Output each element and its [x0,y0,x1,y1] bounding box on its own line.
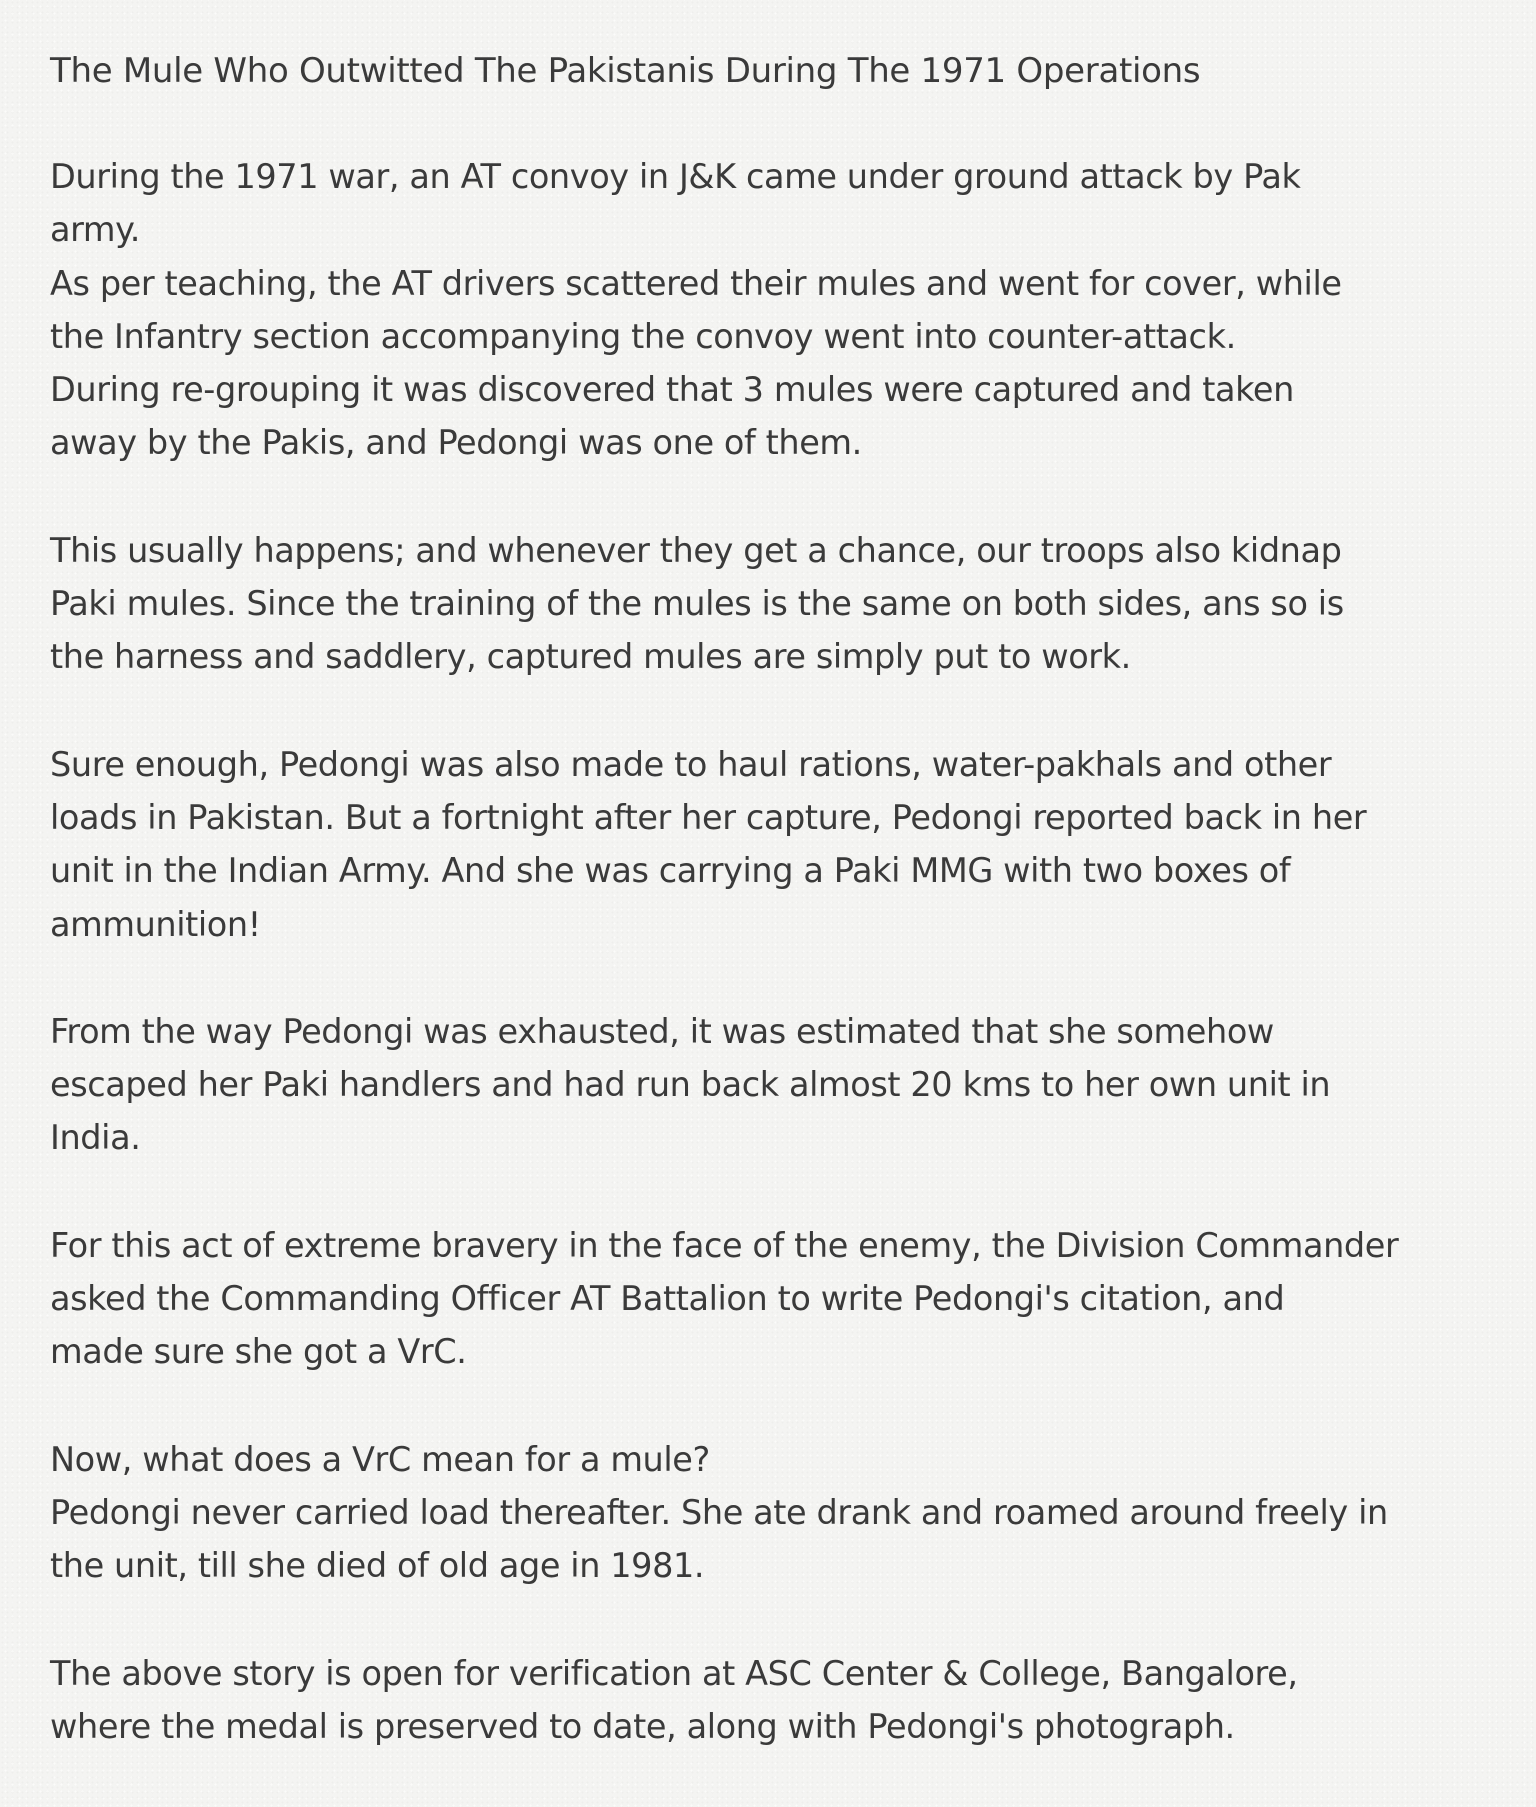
text-line: escaped her Paki handlers and had run back almost 20 kms to her own unit in [50,1065,1331,1105]
note-body [50,44,1500,1807]
paragraph-1 [50,150,1500,470]
text-line: ammunition! [50,904,261,944]
text-line: This usually happens; and whenever they get a chance, our troops also kidnap [50,530,1342,570]
text-line: the harness and saddlery, captured mules are simply put to work. [50,637,1131,677]
paragraph-6 [50,1433,1500,1593]
paragraph-7 [50,1647,1500,1754]
paragraph-4 [50,1005,1500,1165]
note-title: The Mule Who Outwitted The Pakistanis During The 1971 Operations [50,51,1201,91]
text-line: During re-grouping it was discovered that 3 mules were captured and taken [50,370,1294,410]
paragraph-3 [50,738,1500,951]
text-line: During the 1971 war, an AT convoy in J&K came under ground attack by Pak [50,157,1301,196]
text-line: Sure enough, Pedongi was also made to haul rations, water-pakhals and other [50,744,1332,784]
text-line: asked the Commanding Officer AT Battalion to write Pedongi's citation, and [50,1279,1285,1319]
paragraph-2 [50,524,1500,684]
text-line: army. [50,210,141,250]
text-line: India. [50,1118,141,1158]
text-line: The above story is open for verification at ASC Center & College, Bangalore, [50,1653,1298,1693]
text-line: As per teaching, the AT drivers scattered their mules and went for cover, while [50,263,1342,303]
text-line: For this act of extreme bravery in the face of the enemy, the Division Commander [50,1225,1399,1265]
text-line: Paki mules. Since the training of the mules is the same on both sides, ans so is [50,584,1344,624]
text-line: loads in Pakistan. But a fortnight after her capture, Pedongi reported back in her [50,797,1367,837]
text-line: unit in the Indian Army. And she was carrying a Paki MMG with two boxes of [50,851,1291,891]
text-line: Pedongi never carried load thereafter. She ate drank and roamed around freely in [50,1492,1388,1532]
text-line: away by the Pakis, and Pedongi was one of them. [50,423,862,463]
text-line: where the medal is preserved to date, along with Pedongi's photograph. [50,1706,1235,1746]
text-line: From the way Pedongi was exhausted, it was estimated that she somehow [50,1011,1274,1051]
text-line: made sure she got a VrC. [50,1332,467,1372]
text-line: the unit, till she died of old age in 1981. [50,1546,705,1586]
text-line: the Infantry section accompanying the convoy went into counter-attack. [50,316,1236,356]
paragraph-5 [50,1219,1500,1379]
text-line: Now, what does a VrC mean for a mule? [50,1439,710,1479]
